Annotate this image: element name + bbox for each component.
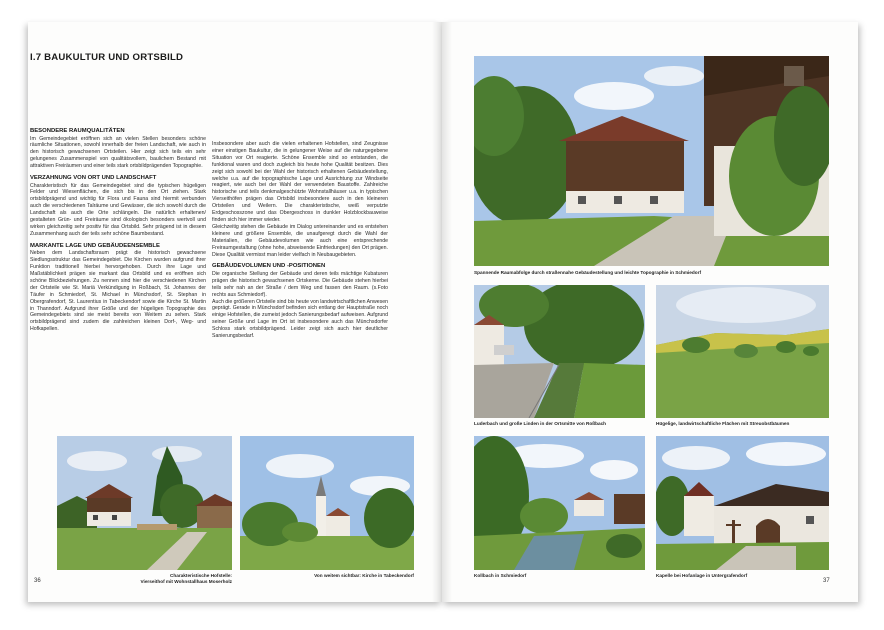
photo-brook-rossbach xyxy=(474,285,645,418)
photo-street-schmiedorf xyxy=(474,56,829,266)
chapter-title: I.7 BAUKULTUR UND ORTSBILD xyxy=(30,52,184,63)
paragraph-ortsteile: Auch die größeren Ortsteile sind bis heute von landwirtschaftlichen Anwesen geprägt. Gerade in Münchsdorf befinden sich entlang der Hauptstraße noch einige Hofstellen, die zumeist jedoch Sanierungsbedarf aufweisen. Aufgrund seiner Größe und Lage im Ort ist insbesondere auch das Münchsdorfer Schloss stark ortsbildprägend. Leider zeigt sich auch hier deutlicher Sanierungsbedarf. xyxy=(212,298,388,340)
section-heading-verzahnung: VERZAHNUNG VON ORT UND LANDSCHAFT xyxy=(30,175,157,182)
section-heading-markante-lage: MARKANTE LAGE UND GEBÄUDEENSEMBLE xyxy=(30,242,160,249)
photo-orchard-hills xyxy=(656,285,829,418)
section-heading-gebaeudevolumen: GEBÄUDEVOLUMEN UND -POSITIONEN xyxy=(212,263,326,270)
book-gutter xyxy=(432,22,452,602)
section-text-markante-lage: Neben dem Landschaftsraum prägt die historisch gewachsene Siedlungsstruktur das Gemeindegebiet. Die Kirchen wurden aufgrund ihrer Funktion traditionell hierbei hervorgehoben. Durch ihre Lage und Maßstäblichkeit prägen sie markant das Ortsbild und es eröffnen sich schöne Blickbeziehungen. Zu nennen sind hier die verschiedenen Kirchen der Ortsteile wie St. Mariä Verkündigung in Roßbach, St. Johannes der Täufer in Schmiedorf, St. Michael in Münchsdorf, St. Stephan in Obergrafendorf, St. Laurentius in Tabeckendorf sowie die Kirche St. Martin in Thanndorf. Aufgrund ihrer Größe und der hügeligen Topographie des Gemeindegebiets sind sie meist bereits von Weitem zu sehen. Stark ortsbildprägend sind zudem die zahlreichen kleinen Dorf-, Weg- und Hofkapellen. xyxy=(30,250,206,333)
photo-farmstead xyxy=(57,436,232,570)
caption-farmstead-line1: Charakteristische Hofstelle: xyxy=(169,573,232,578)
photo-chapel xyxy=(656,436,829,570)
text-column-1 xyxy=(30,128,206,333)
section-text-raumqualitaeten: Im Gemeindegebiet eröffnen sich an vielen Stellen besonders schöne räumliche Situationen, sowohl innerhalb der freien Landschaft, wie auch in den historisch gewachsenen Ortsteilen. Hier zeigt sich teils ein sehr gelungenes Zusammenspiel von qualitätsvollem, baulichem Bestand mit attraktiven Freiräumen und einer teils stark ortsbildprägenden Topographie. xyxy=(30,135,206,170)
caption-orchard-hills: Hügelige, landwirtschaftliche Flächen mit Streuobstbäumen xyxy=(656,421,790,426)
paragraph-ensemble: Gleichzeitig stehen die Gebäude im Dialog untereinander und es entstehen kleinere und größere Ensemble, die unaufgeregt durch die Wahl der Materialien, die Gebäudevolumen wie auch eine entsprechende Freiraumgestaltung (ohne hohe, abweisende Einfriedungen) den Ort prägen. Diese Qualität vermisst man leider vielfach in Neubaugebieten. xyxy=(212,223,388,258)
section-heading-raumqualitaeten: BESONDERE RAUMQUALITÄTEN xyxy=(30,128,125,134)
caption-farmstead-line2: Vierseithof mit Wohnstallhaus Moserholz xyxy=(140,579,232,584)
caption-kollbach: Kollbach in Schmiedorf xyxy=(474,573,527,578)
caption-chapel: Kapelle bei Hofanlage in Untergrafendorf xyxy=(656,573,748,578)
page-number-left: 36 xyxy=(34,578,41,584)
caption-street-schmiedorf: Spannende Raumabfolge durch straßennahe Gebäudestellung und leichte Topographie in Schmiedorf xyxy=(474,270,702,275)
photo-church xyxy=(240,436,414,570)
section-text-verzahnung: Charakteristisch für das Gemeindegebiet sind die typischen hügeligen Felder und Wiesenflächen, die sich bis in den Ort ziehen. Stark ortsbildprägend und wichtig für Flora und Fauna sind hiermit verbunden auch die verschiedenen Talräume und Gewässer, die sich sowohl durch die Landschaft als auch die Orte schlängeln. Die natürlich erhaltenen/ gestalteten Grün- und Freiräume sind ökologisch besonders wertvoll und wirken gleichzeitig sehr positiv für das Ortsbild. Sehr prägend ist in diesem Zusammenhang auch der teils sehr schöne Baumbestand. xyxy=(30,182,206,237)
text-column-2 xyxy=(212,141,388,340)
page-number-right: 37 xyxy=(823,578,830,584)
paragraph-hofstellen: Insbesondere aber auch die vielen erhaltenen Hofstellen, sind Zeugnisse einer einstigen Baukultur, die in gelungener Weise auf die naturgegebene Situation vor Ort reagierte. Schöne Ensemble sind so entstanden, die funktional waren und doch zugleich bis heute hohe Qualität besitzen. Dies zeigt sich sowohl bei der Wahl der historisch erhaltenen Gebäudestellung, welche u.a. auf die topographische Lage und Ausrichtung zur Windseite reagiert, wie auch bei der Wahl der verwendeten Baustoffe. Zahlreiche historische und teils denkmalgeschützte Wohnstallhäuser u.a. in typischen Vierseithöfen prägen das Ortsbild insbesondere auch in den kleineren Ortsteilen und Weilern. Die charakteristische, weiß verputzte Erdgeschosszone und das Obergeschoss in dunkler Holzblockbauweise finden sich hier immer wieder. xyxy=(212,141,388,223)
caption-brook-rossbach: Luderbach und große Linden in der Ortsmitte von Roßbach xyxy=(474,421,607,426)
caption-farmstead xyxy=(128,573,232,585)
section-text-gebaeudevolumen: Die organische Stellung der Gebäude und deren teils mächtige Kubaturen prägen die historisch gewachsenen Ortskerne. Die Gebäude stehen hierbei teils sehr nah an der Straße / dem Weg und fassen den Raum. (s.Foto rechts aus Schmiedorf). xyxy=(212,270,388,298)
photo-kollbach xyxy=(474,436,645,570)
caption-church: Von weitem sichtbar: Kirche in Tabeckendorf xyxy=(314,573,414,578)
